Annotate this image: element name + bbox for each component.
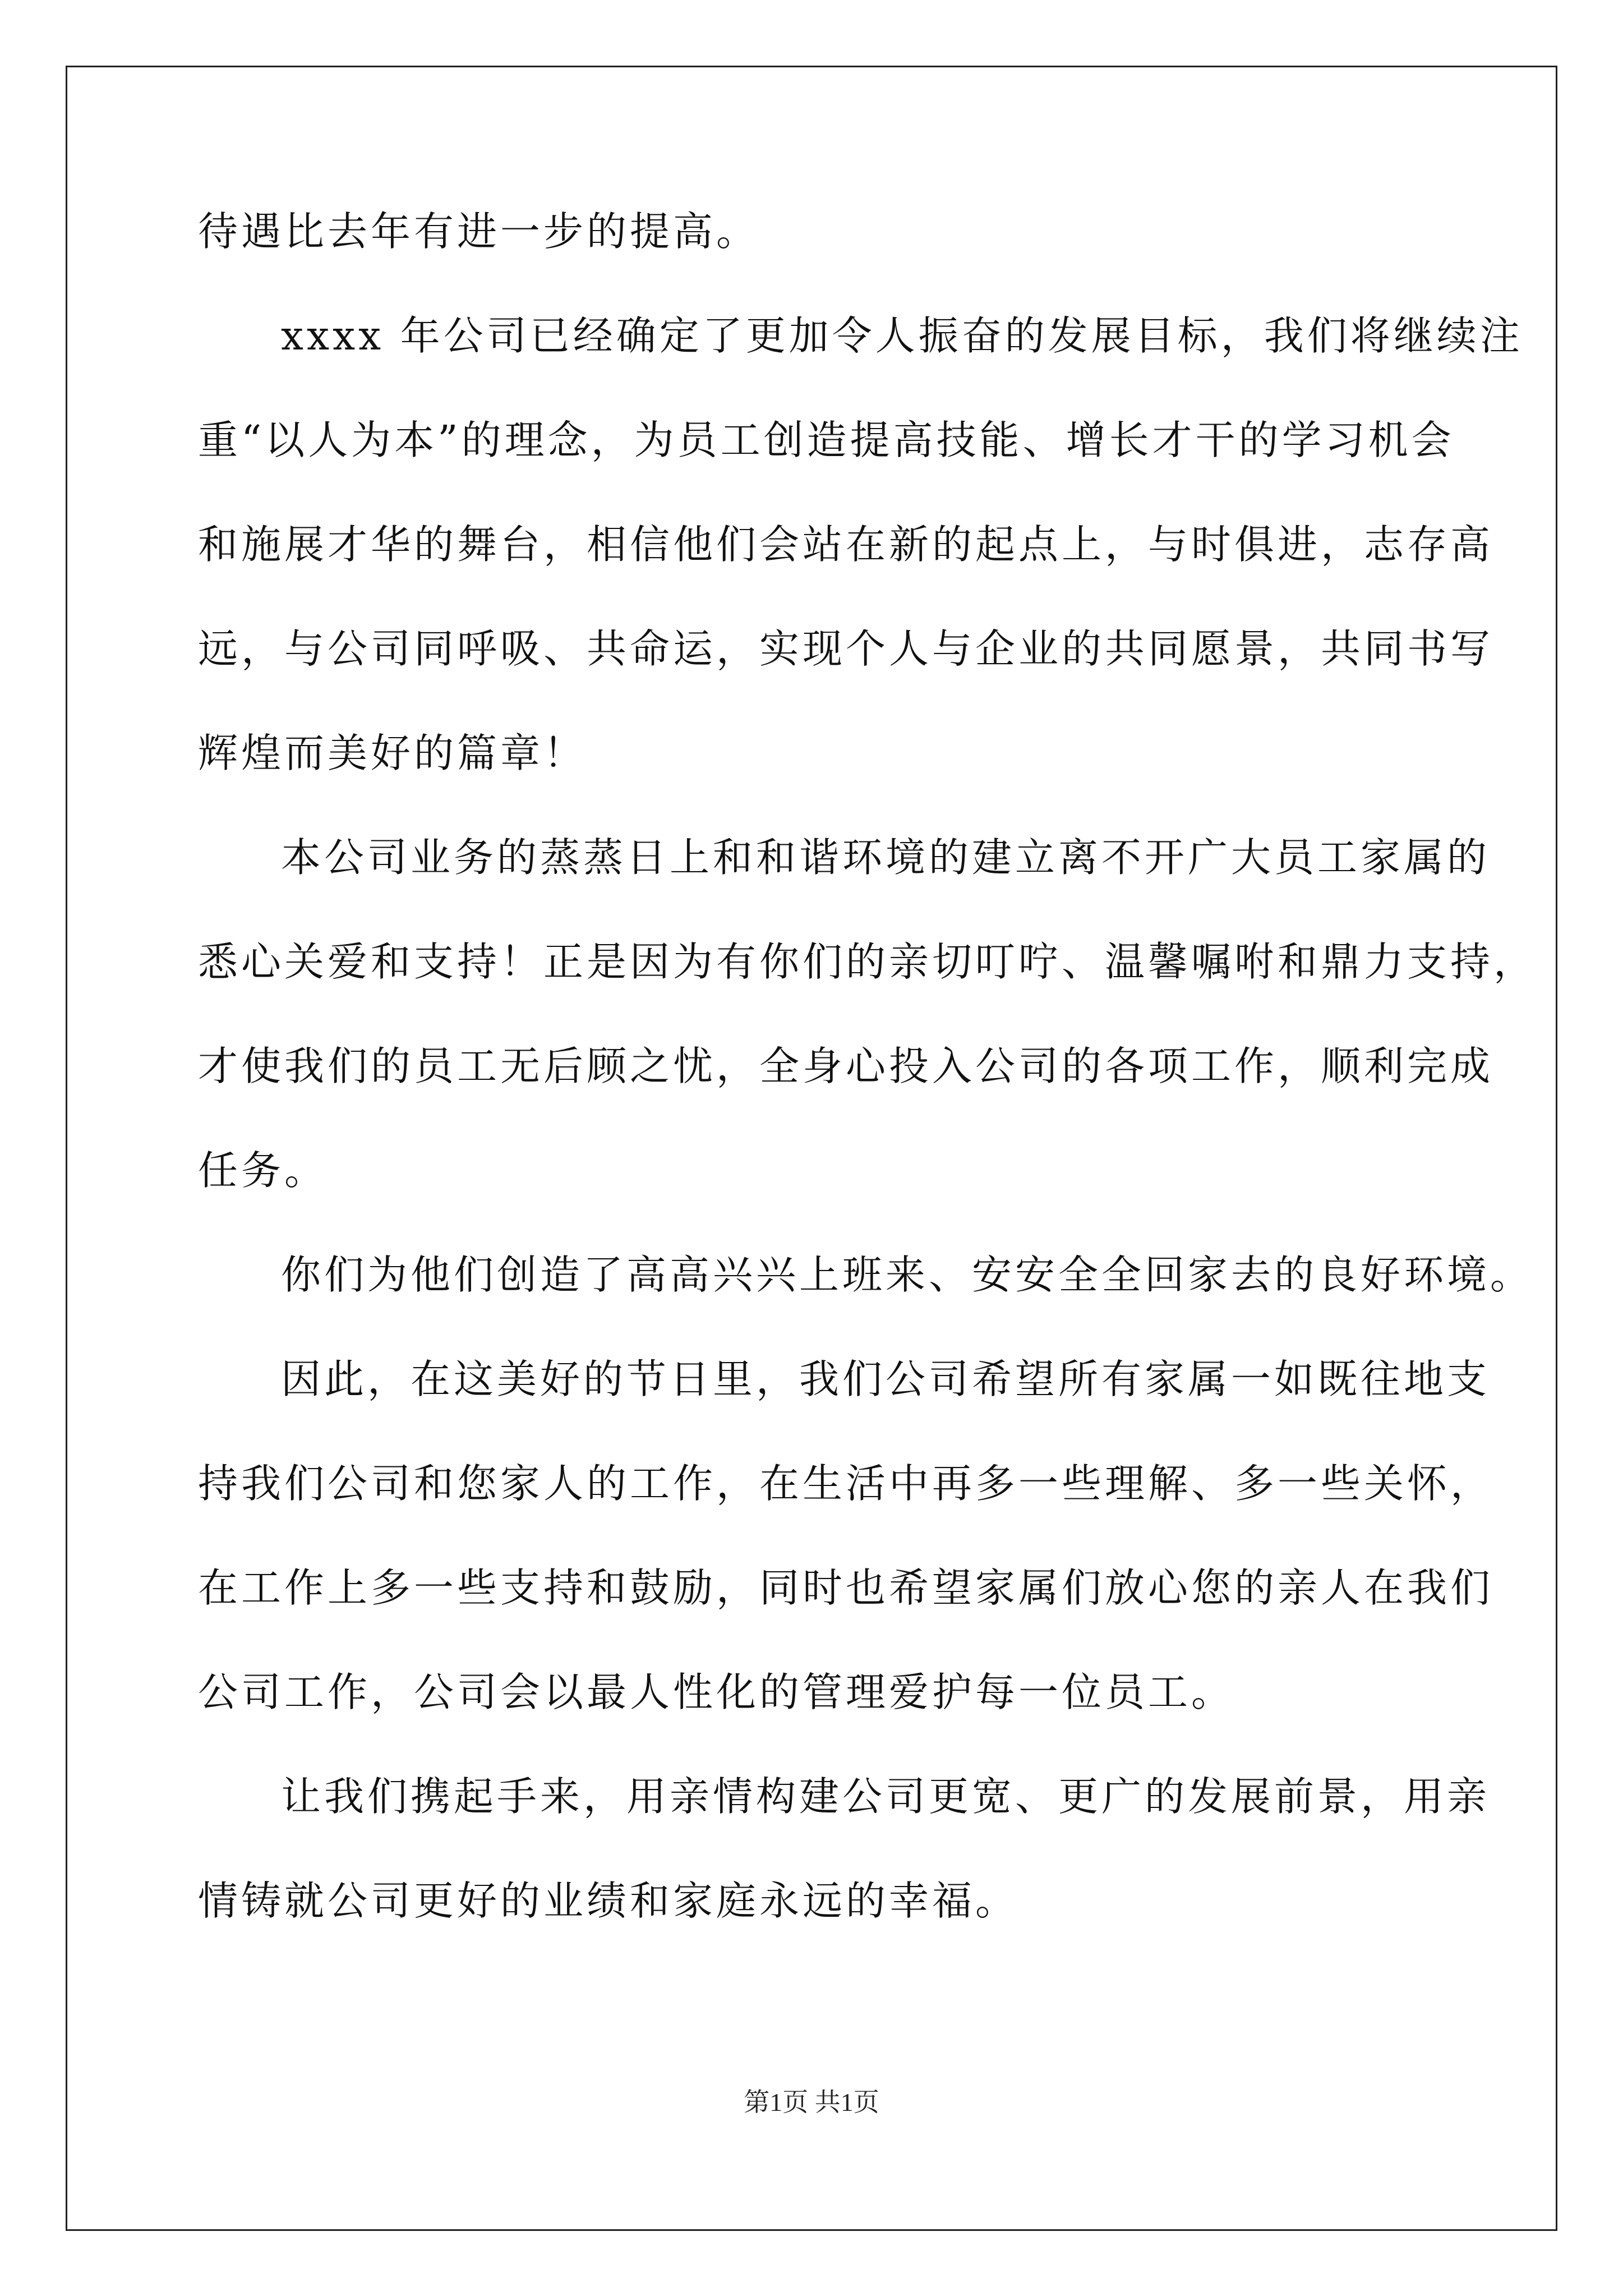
text-line: 让我们携起手来，用亲情构建公司更宽、更广的发展前景，用亲 [281,1773,1491,1820]
text-line: 悉心关爱和支持！正是因为有你们的亲切叮咛、温馨嘱咐和鼎力支持， [198,938,1537,985]
text-line: 因此，在这美好的节日里，我们公司希望所有家属一如既往地支 [281,1356,1491,1402]
text-line: 本公司业务的蒸蒸日上和和谐环境的建立离不开广大员工家属的 [281,834,1491,881]
text-line: 重“以人为本”的理念，为员工创造提高技能、增长才干的学习机会 [198,417,1455,463]
text-line: 辉煌而美好的篇章！ [198,730,587,776]
text-line: 你们为他们创造了高高兴兴上班来、安安全全回家去的良好环境。 [281,1251,1534,1298]
text-line: 和施展才华的舞台，相信他们会站在新的起点上，与时俱进，志存高 [198,521,1494,568]
text-line: 任务。 [198,1147,328,1194]
text-line: 公司工作，公司会以最人性化的管理爱护每一位员工。 [198,1669,1235,1715]
text-line: 才使我们的员工无后顾之忧，全身心投入公司的各项工作，顺利完成 [198,1043,1494,1089]
page-number-footer: 第1页 共1页 [744,2088,879,2116]
text-line: 待遇比去年有进一步的提高。 [198,208,760,255]
text-line: xxxx 年公司已经确定了更加令人振奋的发展目标，我们将继续注 [281,312,1523,359]
text-line: 远，与公司同呼吸、共命运，实现个人与企业的共同愿景，共同书写 [198,625,1494,672]
text-line: 在工作上多一些支持和鼓励，同时也希望家属们放心您的亲人在我们 [198,1565,1494,1611]
text-line: 持我们公司和您家人的工作，在生活中再多一些理解、多一些关怀， [198,1460,1494,1507]
text-line: 情铸就公司更好的业绩和家庭永远的幸福。 [198,1878,1019,1924]
